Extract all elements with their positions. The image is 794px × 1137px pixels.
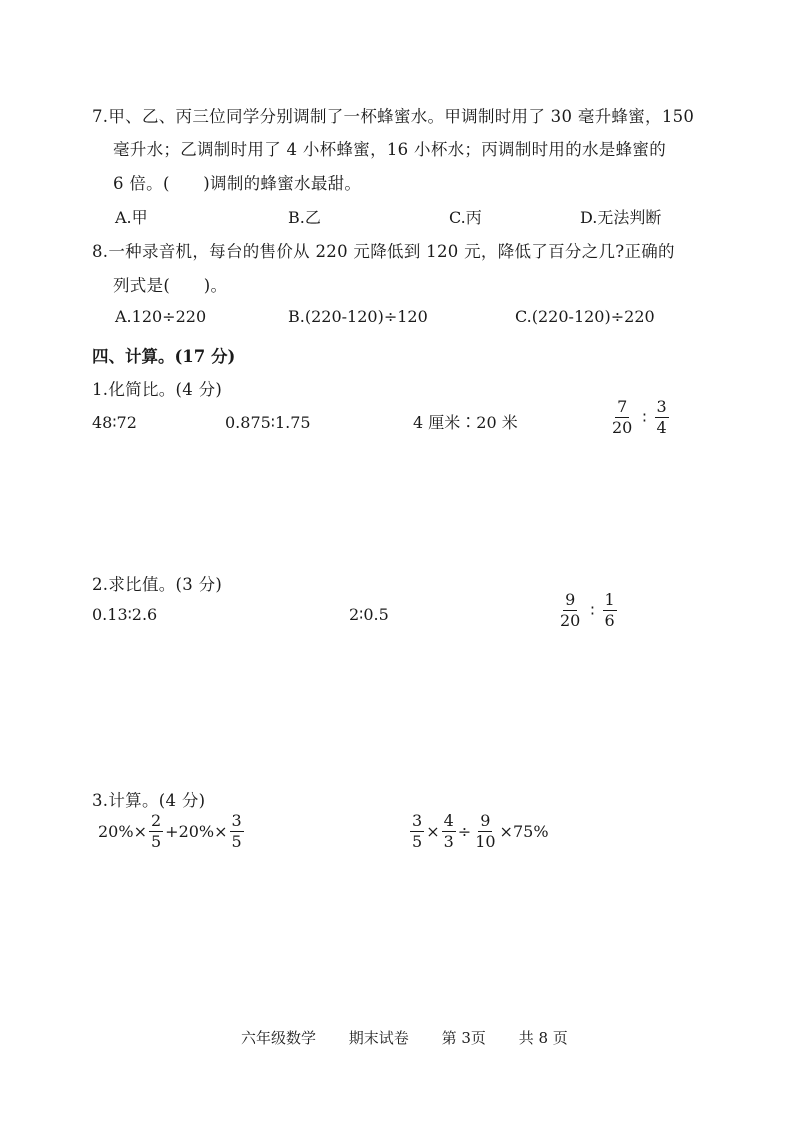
footer-page: 第 3页 [441, 1029, 486, 1047]
fraction [410, 812, 424, 850]
footer-grade: 六年级数学 [241, 1029, 317, 1047]
q8-option-a: A.120÷220 [115, 307, 207, 326]
operator: × [426, 821, 440, 841]
denominator: 3 [443, 831, 454, 851]
footer-total: 共 8 页 [518, 1029, 568, 1047]
footer-exam: 期末试卷 [348, 1029, 409, 1047]
part1-item-2: 0.875∶1.75 [225, 413, 311, 432]
ratio-colon: ∶ [590, 600, 595, 620]
q7-option-b: B.乙 [288, 208, 321, 227]
numerator: 3 [412, 811, 423, 830]
q7-option-d: D.无法判断 [580, 208, 662, 227]
part2-fraction-ratio [556, 591, 619, 629]
part2-item-2: 2∶0.5 [349, 605, 389, 624]
fraction [610, 398, 634, 436]
part1-title: 1.化简比。(4 分) [92, 380, 223, 399]
denominator: 10 [475, 831, 496, 851]
denominator: 5 [231, 831, 242, 851]
q7-line3: 6 倍。( )调制的蜂蜜水最甜。 [113, 174, 362, 193]
part1-item-3: 4 厘米∶20 米 [413, 413, 518, 432]
part3-expression-1 [98, 812, 246, 850]
numerator: 3 [656, 397, 667, 416]
expr-text: 20%× [98, 821, 147, 841]
part1-item-1: 48∶72 [92, 413, 137, 432]
fraction [603, 591, 617, 629]
denominator: 5 [150, 831, 162, 851]
q7-option-c: C.丙 [449, 208, 482, 227]
fraction [558, 591, 582, 629]
numerator: 3 [231, 811, 242, 830]
q8-line1: 8.一种录音机，每台的售价从 220 元降低到 120 元，降低了百分之几?正确的 [92, 242, 675, 261]
q8-option-b: B.(220-120)÷120 [288, 307, 428, 326]
ratio-colon: ∶ [642, 407, 647, 427]
numerator: 9 [565, 590, 576, 609]
expr-text: +20%× [165, 821, 228, 841]
fraction [149, 812, 163, 850]
section4-heading: 四、计算。(17 分) [92, 347, 236, 366]
fraction [655, 398, 669, 436]
denominator: 5 [412, 831, 423, 851]
numerator: 1 [604, 590, 615, 609]
operator: ÷ [457, 821, 472, 841]
q7-line2: 毫升水；乙调制时用了 4 小杯蜂蜜，16 小杯水；丙调制时用的水是蜂蜜的 [113, 140, 667, 159]
numerator: 9 [480, 811, 491, 830]
q8-line2: 列式是( )。 [113, 276, 228, 295]
part2-title: 2.求比值。(3 分) [92, 575, 223, 594]
numerator: 2 [150, 811, 162, 830]
fraction [473, 812, 497, 850]
denominator: 6 [604, 610, 615, 630]
numerator: 7 [617, 397, 628, 416]
q7-option-a: A.甲 [115, 208, 148, 227]
denominator: 20 [560, 610, 581, 630]
denominator: 4 [656, 417, 667, 437]
expr-text: ×75% [499, 821, 549, 841]
fraction [442, 812, 456, 850]
part1-fraction-ratio [608, 398, 671, 436]
fraction [230, 812, 244, 850]
denominator: 20 [612, 417, 633, 437]
page-footer [241, 1027, 568, 1048]
part3-title: 3.计算。(4 分) [92, 791, 206, 810]
q7-line1: 7.甲、乙、丙三位同学分别调制了一杯蜂蜜水。甲调制时用了 30 毫升蜂蜜，150 [92, 107, 695, 126]
numerator: 4 [443, 811, 454, 830]
q8-option-c: C.(220-120)÷220 [515, 307, 655, 326]
part2-item-1: 0.13∶2.6 [92, 605, 158, 624]
part3-expression-2 [408, 812, 549, 850]
